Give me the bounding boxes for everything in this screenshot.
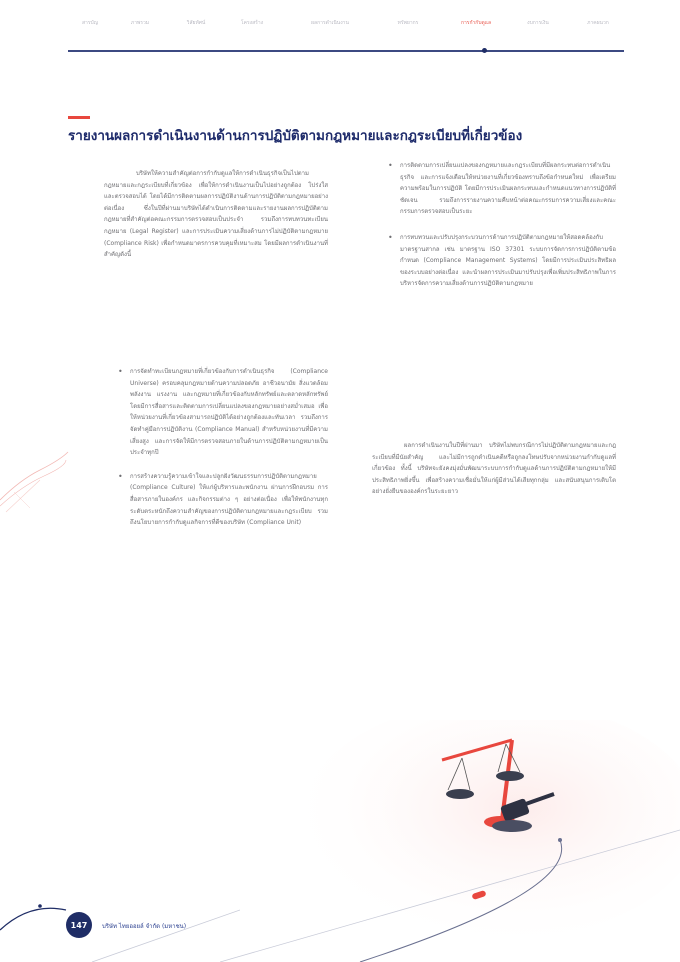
bullet-text: การจัดทำทะเบียนกฎหมายที่เกี่ยวข้องกับการดำเนินธุรกิจ (Compliance Universe) ครอบคลุมกฎหมายด้านความปลอดภัย อาชีวอนามัย สิ่งแวดล้อม พลังงาน แรงงาน และกฎหมายที่เกี่ยวข้องกับหลักทรัพย์และตลาดหลักทรัพย์ โดยมีการสื่อสารและติดตามการเปลี่ยนแปลงของกฎหมายอย่างสม่ำเสมอ เพื่อให้หน่วยงานที่เกี่ยวข้องสามารถปฏิบัติได้อย่างถูกต้องและทันเวลา รวมถึงการจัดทำคู่มือการปฏิบัติงาน (Compliance Manual) สำหรับหน่วยงานที่มีความเสี่ยงสูง และการจัดให้มีการตรวจสอบภายในด้านการปฏิบัติตามกฎหมายเป็นประจำทุกปี bbox=[130, 368, 328, 457]
right-bullet-list bbox=[388, 160, 616, 290]
bullet-icon: • bbox=[388, 161, 393, 170]
nav-item[interactable]: การกำกับดูแล bbox=[460, 20, 492, 26]
top-navigation bbox=[68, 20, 624, 50]
bullet-text: การสร้างความรู้ความเข้าใจและปลูกฝังวัฒนธรรมการปฏิบัติตามกฎหมาย (Compliance Culture) ให้แก่ผู้บริหารและพนักงาน ผ่านการฝึกอบรม การสื่อสารภายในองค์กร และกิจกรรมต่าง ๆ อย่างต่อเนื่อง เพื่อให้พนักงานทุกระดับตระหนักถึงความสำคัญของการปฏิบัติตามกฎหมายและกฎระเบียบ รวมถึงนโยบายการกำกับดูแลกิจการที่ดีของบริษัท (Compliance Unit) bbox=[130, 472, 328, 527]
title-accent-bar bbox=[68, 116, 90, 119]
list-item bbox=[388, 160, 616, 218]
left-bullet-list bbox=[118, 366, 328, 529]
bullet-text: การทบทวนและปรับปรุงกระบวนการด้านการปฏิบัติตามกฎหมายให้สอดคล้องกับมาตรฐานสากล เช่น มาตรฐาน ISO 37301 ระบบการจัดการการปฏิบัติตามข้อกำหนด (Compliance Management Systems) โดยมีการประเมินประสิทธิผลของระบบอย่างต่อเนื่อง และนำผลการประเมินมาปรับปรุงเพื่อเพิ่มประสิทธิภาพในการบริหารจัดการความเสี่ยงด้านการปฏิบัติตามกฎหมาย bbox=[400, 233, 616, 288]
nav-current-marker bbox=[482, 48, 487, 53]
nav-item[interactable]: วิสัยทัศน์ bbox=[186, 20, 206, 26]
nav-item[interactable]: สารบัญ bbox=[82, 20, 98, 26]
left-column bbox=[104, 168, 328, 261]
page-number: 147 bbox=[66, 912, 92, 938]
list-item bbox=[388, 232, 616, 290]
page-title: รายงานผลการดำเนินงานด้านการปฏิบัติตามกฎหมายและกฎระเบียบที่เกี่ยวข้อง bbox=[68, 128, 523, 144]
nav-item[interactable]: ภาพรวม bbox=[130, 20, 150, 26]
nav-item[interactable]: โครงสร้าง bbox=[240, 20, 264, 26]
footer-company-name: บริษัท ไทยออยล์ จำกัด (มหาชน) bbox=[102, 923, 187, 930]
bullet-icon: • bbox=[118, 367, 123, 376]
nav-progress-line bbox=[68, 50, 624, 52]
bullet-icon: • bbox=[118, 471, 123, 481]
bullet-text: การติดตามการเปลี่ยนแปลงของกฎหมายและกฎระเบียบที่มีผลกระทบต่อการดำเนินธุรกิจ และการแจ้งเตือนให้หน่วยงานที่เกี่ยวข้องทราบถึงข้อกำหนดใหม่ เพื่อเตรียมความพร้อมในการปฏิบัติ โดยมีการประเมินผลกระทบและกำหนดแนวทางการปฏิบัติที่ชัดเจน รวมถึงการรายงานความคืบหน้าต่อคณะกรรมการความเสี่ยงและคณะกรรมการตรวจสอบเป็นระยะ bbox=[400, 162, 616, 216]
closing-column bbox=[372, 440, 616, 498]
nav-item[interactable]: ภาคผนวก bbox=[587, 20, 609, 26]
closing-paragraph: ผลการดำเนินงานในปีที่ผ่านมา บริษัทไม่พบกรณีการไม่ปฏิบัติตามกฎหมายและกฎระเบียบที่มีนัยสำคัญ และไม่มีการถูกดำเนินคดีหรือถูกลงโทษปรับจากหน่วยงานกำกับดูแลที่เกี่ยวข้อง ทั้งนี้ บริษัทจะยังคงมุ่งมั่นพัฒนาระบบการกำกับดูแลด้านการปฏิบัติตามกฎหมายให้มีประสิทธิภาพยิ่งขึ้น เพื่อสร้างความเชื่อมั่นให้แก่ผู้มีส่วนได้เสียทุกกลุ่ม และสนับสนุนการเติบโตอย่างยั่งยืนขององค์กรในระยะยาว bbox=[372, 442, 616, 496]
sketch-lines-decoration bbox=[0, 440, 70, 520]
justice-scale-illustration bbox=[220, 720, 680, 962]
list-item bbox=[118, 366, 328, 459]
nav-item[interactable]: งบการเงิน bbox=[527, 20, 549, 26]
list-item bbox=[118, 471, 328, 529]
nav-item[interactable]: ผลการดำเนินงาน bbox=[311, 20, 349, 26]
nav-item[interactable]: ทรัพยากร bbox=[397, 20, 419, 26]
intro-paragraph: บริษัทให้ความสำคัญต่อการกำกับดูแลให้การดำเนินธุรกิจเป็นไปตามกฎหมายและกฎระเบียบที่เกี่ยวข้อง เพื่อให้การดำเนินงานเป็นไปอย่างถูกต้อง โปร่งใส และตรวจสอบได้ โดยได้มีการติดตามผลการปฏิบัติงานด้านการปฏิบัติตามกฎหมายอย่างต่อเนื่อง ซึ่งในปีที่ผ่านมาบริษัทได้ดำเนินการติดตามและรายงานผลการปฏิบัติตามกฎหมายที่สำคัญต่อคณะกรรมการตรวจสอบเป็นประจำ รวมถึงการทบทวนทะเบียนกฎหมาย (Legal Register) และการประเมินความเสี่ยงด้านการไม่ปฏิบัติตามกฎหมาย (Compliance Risk) เพื่อกำหนดมาตรการควบคุมที่เหมาะสม โดยมีผลการดำเนินงานที่สำคัญดังนี้ bbox=[104, 170, 328, 259]
bullet-icon: • bbox=[388, 232, 393, 242]
